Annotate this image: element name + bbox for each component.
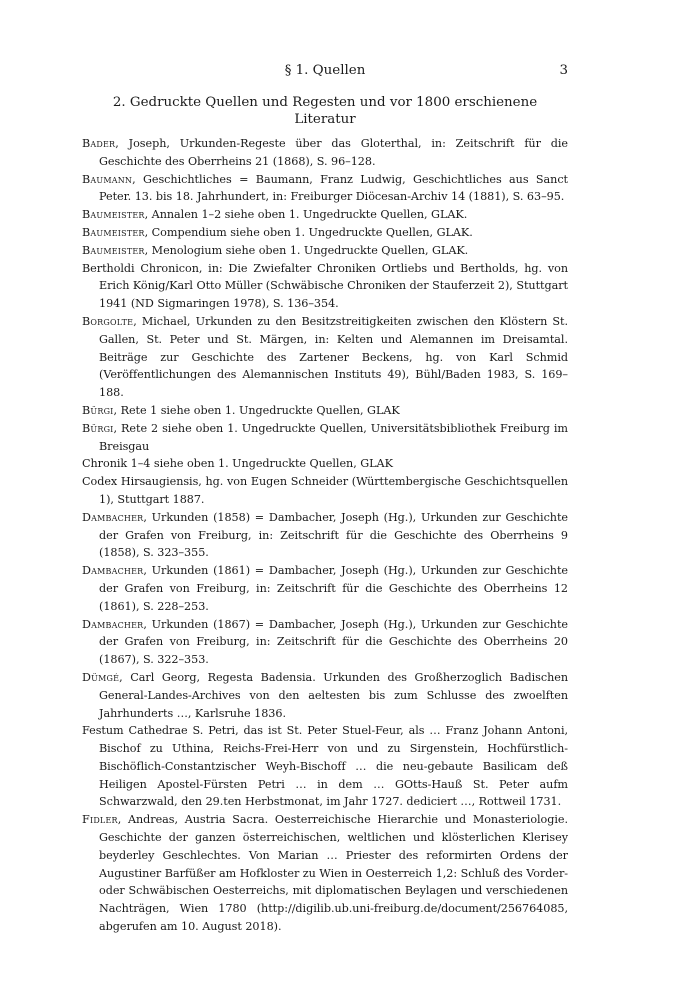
entry-author: Borgolte	[82, 314, 134, 328]
bibliography-entry	[82, 224, 568, 242]
entry-author: Baumeister	[82, 243, 145, 257]
bibliography-entry	[82, 455, 568, 473]
entry-author: Baumann	[82, 172, 133, 186]
entry-author: Baumeister	[82, 208, 145, 222]
page-number: 3	[559, 63, 568, 78]
entry-text: Codex Hirsaugiensis, hg. von Eugen Schneider (Württembergische Geschichtsquellen 1), Stuttgart 1887.	[82, 475, 568, 506]
bibliography-entry	[82, 509, 568, 562]
bibliography-entry	[82, 402, 568, 420]
entry-author: Dambacher	[82, 564, 144, 578]
entry-text: , Urkunden (1858) = Dambacher, Joseph (Hg.), Urkunden zur Geschichte der Grafen von Freiburg, in: Zeitschrift für die Geschichte des Oberrheins 9 (1858), S. 323–355.	[99, 510, 568, 560]
entry-author: Dambacher	[82, 510, 144, 524]
bibliography-entry	[82, 171, 568, 207]
entry-text: , Urkunden (1867) = Dambacher, Joseph (Hg.), Urkunden zur Geschichte der Grafen von Freiburg, in: Zeitschrift für die Geschichte des Oberrheins 20 (1867), S. 322–353.	[99, 617, 568, 667]
entry-author: Bader	[82, 137, 116, 150]
entry-text: Festum Cathedrae S. Petri, das ist St. Peter Stuel-Feur, als … Franz Johann Antoni, Bischof zu Uthina, Reichs-Frei-Herr von und zu Sirgenstein, Hochfürstlich-Bischöflich-Constantzischer Weyh-Bischoff … die neu-gebaute Basilicam deß Heiligen Apostel-Fürsten Petri … in dem … GOtts-Hauß St. Peter aufm Schwarzwald, den 29.ten Herbstmonat, im Jahr 1727. dediciert …, Rottweil 1731.	[82, 724, 568, 809]
entry-author: Dambacher	[82, 617, 144, 631]
entry-text: Chronik 1–4 siehe oben 1. Ungedruckte Quellen, GLAK	[82, 457, 393, 471]
bibliography-entry	[82, 135, 568, 171]
entry-text: Bertholdi Chronicon, in: Die Zwiefalter Chroniken Ortliebs und Bertholds, hg. von Erich König/Karl Otto Müller (Schwäbische Chroniken der Stauferzeit 2), Stuttgart 1941 (ND Sigmaringen 1978), S. 136–354.	[82, 261, 568, 311]
bibliography-entry	[82, 260, 568, 313]
entry-author: Bürgi	[82, 421, 114, 435]
entry-text: , Joseph, Urkunden-Regeste über das Gloterthal, in: Zeitschrift für die Geschichte des Oberrheins 21 (1868), S. 96–128.	[99, 137, 568, 168]
running-title: § 1. Quellen	[284, 63, 366, 78]
bibliography-entry	[82, 473, 568, 509]
entry-text: , Menologium siehe oben 1. Ungedruckte Quellen, GLAK.	[144, 243, 469, 257]
bibliography-entry	[82, 669, 568, 722]
bibliography-entry	[82, 420, 568, 456]
entry-text: , Geschichtliches = Baumann, Franz Ludwig, Geschichtliches aus Sanct Peter. 13. bis 18. Jahrhundert, in: Freiburger Diöcesan-Archiv 14 (1881), S. 63–95.	[99, 172, 568, 204]
bibliography-entry	[82, 616, 568, 669]
entry-author: Baumeister	[82, 225, 145, 239]
bibliography-entry	[82, 206, 568, 224]
entry-author: Dümgé	[82, 670, 120, 684]
entry-text: , Rete 1 siehe oben 1. Ungedruckte Quellen, GLAK	[113, 403, 400, 417]
entry-text: , Michael, Urkunden zu den Besitzstreitigkeiten zwischen den Klöstern St. Gallen, St. Peter und St. Märgen, in: Kelten und Alemannen im Dreisamtal. Beiträge zur Geschichte des Zartener Beckens, hg. von Karl Schmid (Veröffentlichungen des Alemannischen Instituts 49), Bühl/Baden 1983, S. 169–188.	[99, 314, 568, 400]
entry-text: , Compendium siehe oben 1. Ungedruckte Quellen, GLAK.	[144, 225, 473, 239]
entry-text: , Andreas, Austria Sacra. Oesterreichische Hierarchie und Monasteriologie. Geschichte der ganzen österreichischen, weltlichen und klösterlichen Klerisey beyderley Geschlechtes. Von Marian … Priester des reformirten Ordens der Augustiner Barfüßer am Hofkloster zu Wien in Oesterreich 1,2: Schluß des Vorder- oder Schwäbischen Oesterreichs, mit diplomatischen Beylagen und verschiedenen Nachträgen, Wien 1780 (http://digilib.ub.uni-freiburg.de/document/256764085, abgerufen am 10. August 2018).	[99, 813, 568, 934]
bibliography-entry	[82, 811, 568, 936]
entry-text: , Rete 2 siehe oben 1. Ungedruckte Quellen, Universitätsbibliothek Freiburg im Breisgau	[99, 421, 568, 453]
entry-text: , Annalen 1–2 siehe oben 1. Ungedruckte Quellen, GLAK.	[144, 208, 468, 222]
entry-text: , Carl Georg, Regesta Badensia. Urkunden des Großherzoglich Badischen General-Landes-Archives von den aeltesten bis zum Schlusse des zwoelften Jahrhunderts …, Karlsruhe 1836.	[99, 670, 568, 720]
bibliography-list	[82, 135, 568, 936]
bibliography-entry	[82, 562, 568, 615]
bibliography-entry	[82, 242, 568, 260]
bibliography-entry	[82, 722, 568, 811]
entry-author: Fidler	[82, 813, 118, 827]
bibliography-entry	[82, 313, 568, 402]
entry-author: Bürgi	[82, 403, 114, 417]
entry-text: , Urkunden (1861) = Dambacher, Joseph (Hg.), Urkunden zur Geschichte der Grafen von Freiburg, in: Zeitschrift für die Geschichte des Oberrheins 12 (1861), S. 228–253.	[99, 564, 568, 613]
section-heading: 2. Gedruckte Quellen und Regesten und vor 1800 erschienene Literatur	[112, 95, 538, 127]
